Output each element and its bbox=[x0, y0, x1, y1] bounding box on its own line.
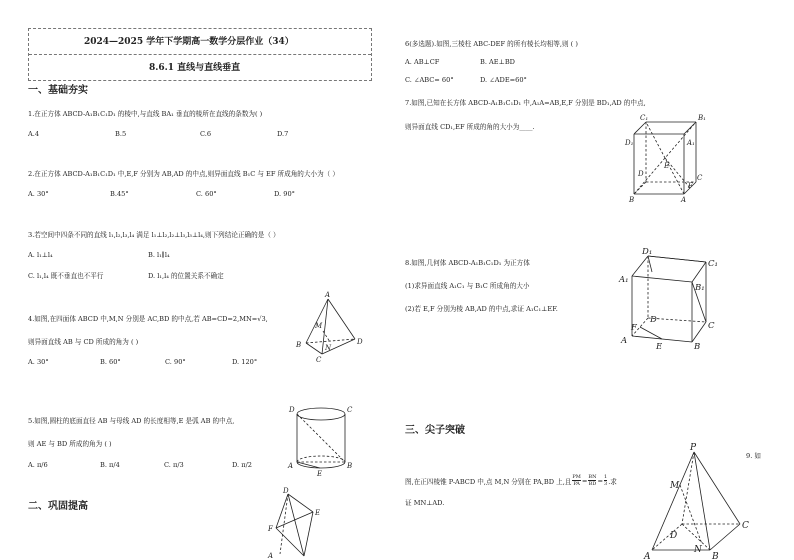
q2-option-d: D. 90° bbox=[274, 190, 295, 198]
pyramid-label-m: M bbox=[670, 481, 680, 491]
q9-text-line2: 证 MN⊥AD. bbox=[405, 499, 445, 507]
cuboid-label-a: A bbox=[681, 196, 687, 204]
q6-option-c: C. ∠ABC= 60° bbox=[405, 76, 454, 84]
prism-label-f: F bbox=[268, 525, 273, 533]
cyl-label-b: B bbox=[347, 462, 353, 470]
q9-number: 9. 如 bbox=[746, 452, 761, 460]
q5-option-b: B. π/4 bbox=[100, 461, 120, 469]
cuboid-label-c: C bbox=[697, 174, 703, 182]
q9-eq2: = bbox=[597, 476, 603, 485]
q9-eq1: = bbox=[581, 476, 588, 485]
q7-text-line1: 7.如图,已知在长方体 ABCD-A₁B₁C₁D₁ 中,A₁A=AB,E,F 分别是 BD₁,AD 的中点, bbox=[405, 99, 646, 107]
q7-text-line2: 则异面直线 CD₁,EF 所成的角的大小为____. bbox=[405, 123, 535, 131]
q3-option-a: A. l₁⊥l₄ bbox=[28, 251, 53, 259]
q1-option-d: D.7 bbox=[277, 130, 289, 138]
cyl-label-c: C bbox=[347, 406, 353, 414]
cyl-label-a: A bbox=[288, 462, 294, 470]
cuboid-figure bbox=[624, 112, 710, 204]
cube-label-d: D bbox=[650, 315, 657, 325]
pyramid-label-p: P bbox=[690, 443, 697, 453]
cuboid-label-c1: C₁ bbox=[640, 114, 649, 122]
cube-label-e: E bbox=[656, 342, 663, 352]
q5-text-line2: 则 AE 与 BD 所成的角为 ( ) bbox=[28, 440, 112, 448]
q4-option-a: A. 30° bbox=[28, 358, 49, 366]
page-subtitle: 8.6.1 直线与直线垂直 bbox=[149, 63, 241, 73]
q9-ratio1-den: PA bbox=[573, 481, 580, 487]
q1-option-a: A.4 bbox=[28, 130, 40, 138]
q9-ratio-pm-pa bbox=[572, 474, 580, 487]
q4-option-d: D. 120° bbox=[232, 358, 258, 366]
title-separator bbox=[29, 54, 371, 55]
q9-text-line1 bbox=[405, 474, 617, 487]
q2-option-c: C. 60° bbox=[196, 190, 217, 198]
cuboid-label-b: B bbox=[629, 196, 635, 204]
section-consolidate: 二、巩固提高 bbox=[28, 501, 88, 512]
q5-option-a: A. π/6 bbox=[28, 461, 48, 469]
q2-option-b: B.45° bbox=[110, 190, 129, 198]
prism-figure bbox=[266, 484, 346, 560]
cuboid-label-f: F bbox=[688, 182, 693, 190]
q3-option-b: B. l₁∥l₄ bbox=[148, 251, 170, 259]
pyramid-label-a: A bbox=[644, 552, 651, 560]
q4-text-line1: 4.如图,在四面体 ABCD 中,M,N 分别是 AC,BD 的中点,若 AB=CD=2,MN=√3, bbox=[28, 315, 268, 323]
q4-text-line2: 则异面直线 AB 与 CD 所成的角为 ( ) bbox=[28, 338, 139, 346]
cube-label-d1: D₁ bbox=[642, 247, 653, 257]
cube-label-a: A bbox=[621, 336, 628, 346]
q8-text-line2: (1)求异面直线 A₁C₁ 与 B₁C 所成角的大小 bbox=[405, 282, 530, 290]
cube-label-f: F bbox=[631, 323, 637, 333]
tetra-label-n: N bbox=[325, 344, 332, 352]
cube-label-c1: C₁ bbox=[708, 259, 718, 269]
prism-label-d: D bbox=[283, 487, 289, 495]
q9-ratio2-den: BD bbox=[588, 481, 597, 487]
cube-label-c: C bbox=[708, 321, 715, 331]
cube-figure bbox=[618, 246, 726, 352]
prism-label-a: A bbox=[268, 552, 274, 560]
q6-option-a: A. AB⊥CF bbox=[405, 58, 440, 66]
q4-option-b: B. 60° bbox=[100, 358, 121, 366]
cuboid-label-b1: B₁ bbox=[698, 114, 706, 122]
cube-label-b1: B₁ bbox=[695, 283, 705, 293]
q8-text-line3: (2)若 E,F 分别为棱 AB,AD 的中点,求证 A₁C₁⊥EF. bbox=[405, 305, 558, 313]
pyramid-figure bbox=[640, 440, 770, 560]
tetra-label-b: B bbox=[296, 341, 302, 349]
section-basic: 一、基础夯实 bbox=[28, 85, 88, 96]
q8-text-line1: 8.如图,几何体 ABCD-A₁B₁C₁D₁ 为正方体 bbox=[405, 259, 530, 267]
cuboid-label-e: E bbox=[664, 162, 670, 170]
pyramid-label-n: N bbox=[694, 545, 702, 555]
prism-label-e: E bbox=[315, 509, 321, 517]
q5-text-line1: 5.如图,圆柱的底面直径 AB 与母线 AD 的长度相等,E 是弧 AB 的中点, bbox=[28, 417, 235, 425]
q9-text: 图,在正四棱锥 P-ABCD 中,点 M,N 分别在 PA,BD 上,且 bbox=[405, 477, 572, 486]
pyramid-label-d: D bbox=[670, 531, 678, 541]
section-challenge: 三、尖子突破 bbox=[405, 425, 465, 436]
q6-option-b: B. AE⊥BD bbox=[480, 58, 515, 66]
cube-label-a1: A₁ bbox=[619, 275, 629, 285]
cyl-label-e: E bbox=[317, 470, 323, 478]
cuboid-label-d: D bbox=[638, 170, 644, 178]
cuboid-label-a1: A₁ bbox=[687, 139, 695, 147]
q9-ratio3-den: 3 bbox=[604, 481, 608, 487]
q9-ratio-1-3 bbox=[604, 474, 607, 487]
q4-option-c: C. 90° bbox=[165, 358, 186, 366]
q2-text: 2.在正方体 ABCD-A₁B₁C₁D₁ 中,E,F 分别为 AB,AD 的中点,则异面直线 B₁C 与 EF 所成角的大小为（ ） bbox=[28, 170, 339, 178]
q6-text: 6(多选题).如图,三棱柱 ABC-DEF 的所有棱长均相等,则 ( ) bbox=[405, 40, 578, 48]
tetrahedron-figure bbox=[292, 290, 372, 365]
q5-option-c: C. π/3 bbox=[164, 461, 184, 469]
q9-ratio-bn-bd bbox=[588, 474, 596, 487]
q1-option-c: C.6 bbox=[200, 130, 212, 138]
q1-option-b: B.5 bbox=[115, 130, 127, 138]
q3-option-c: C. l₁,l₄ 既不垂直也不平行 bbox=[28, 272, 104, 280]
q6-option-d: D. ∠ADE=60° bbox=[480, 76, 527, 84]
pyramid-label-c: C bbox=[742, 521, 749, 531]
q9-tail: .求 bbox=[608, 477, 617, 486]
q1-text: 1.在正方体 ABCD-A₁B₁C₁D₁ 的棱中,与直线 BA₁ 垂直的棱所在直线的条数为( ) bbox=[28, 110, 263, 118]
tetra-label-m: M bbox=[315, 322, 323, 330]
cube-label-b: B bbox=[694, 342, 701, 352]
q5-option-d: D. π/2 bbox=[232, 461, 252, 469]
cylinder-figure bbox=[286, 400, 356, 478]
tetra-label-a: A bbox=[325, 291, 331, 299]
q2-option-a: A. 30° bbox=[28, 190, 49, 198]
page-title: 2024—2025 学年下学期高一数学分层作业（34） bbox=[84, 37, 294, 47]
tetra-label-d: D bbox=[357, 338, 363, 346]
cuboid-label-d1: D₁ bbox=[625, 139, 634, 147]
q9-ratio1-num: PM bbox=[572, 474, 581, 480]
tetra-label-c: C bbox=[316, 356, 322, 364]
q9-ratio3-num: 1 bbox=[604, 474, 608, 480]
cyl-label-d: D bbox=[289, 406, 295, 414]
q3-text: 3.若空间中四条不同的直线 l₁,l₂,l₃,l₄ 满足 l₁⊥l₂,l₂⊥l₃,l₃⊥l₄,则下列结论正确的是（ ） bbox=[28, 231, 280, 239]
q9-ratio2-num: BN bbox=[588, 474, 597, 480]
pyramid-label-b: B bbox=[712, 552, 719, 560]
q3-option-d: D. l₁,l₄ 的位置关系不确定 bbox=[148, 272, 224, 280]
